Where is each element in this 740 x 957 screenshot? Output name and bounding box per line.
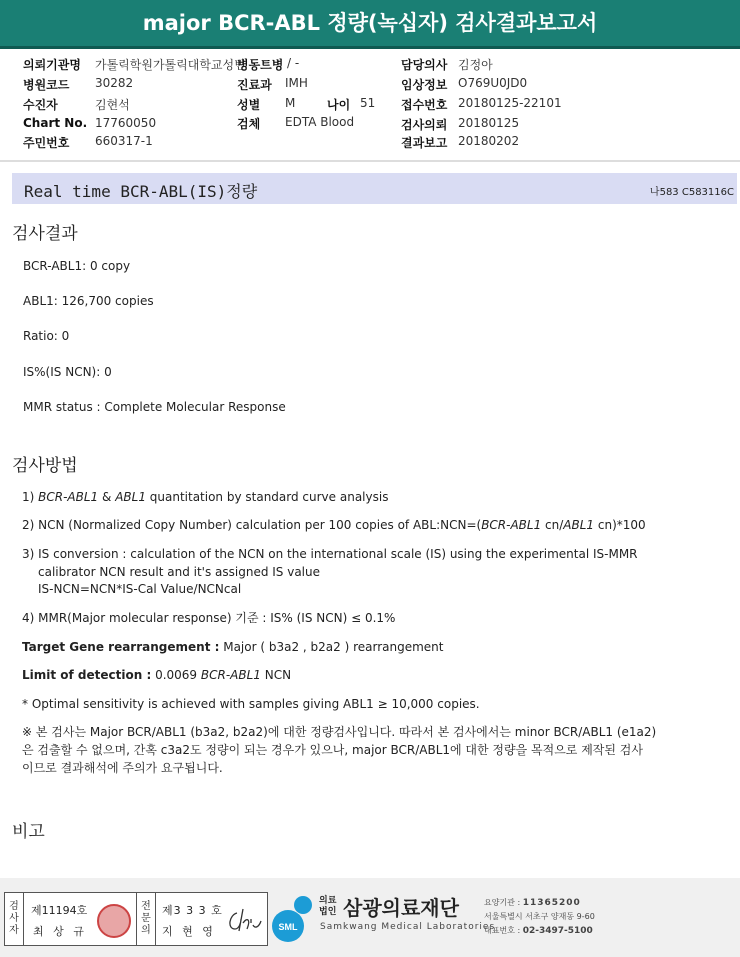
org-name: 삼광의료재단 [343, 896, 459, 920]
org-address: 서울특별시 서초구 양재동 9-60 [484, 912, 595, 921]
section-title: Real time BCR-ABL(IS)정량 [24, 182, 258, 201]
org-phone: 대표번호 : 02-3497-5100 [484, 926, 593, 936]
result-is-percent: IS%(IS NCN): 0 [23, 365, 112, 379]
svg-text:SML: SML [278, 922, 298, 932]
chart-value: 17760050 [95, 116, 157, 130]
specialist-name: 지 현 영 [162, 925, 216, 938]
result-bcr-abl1: BCR-ABL1: 0 copy [23, 259, 131, 273]
rrn-label: 주민번호 [23, 136, 70, 150]
results-heading: 검사결과 [12, 224, 78, 244]
method-item-2: 2) NCN (Normalized Copy Number) calculation per 100 copies of ABL:NCN=(BCR-ABL1 cn/ABL1 cn)*100 [22, 518, 646, 532]
accession-value: 20180125-22101 [458, 96, 562, 110]
org-code: 요양기관 : 11365200 [484, 898, 581, 908]
clinical-info-value: O769U0JD0 [458, 76, 528, 90]
specimen-label: 검체 [237, 117, 261, 131]
method-item-3-line-3: IS-NCN=NCN*IS-Cal Value/NCNcal [38, 582, 242, 596]
method-item-4: 4) MMR(Major molecular response) 기준 : IS% (IS NCN) ≤ 0.1% [22, 611, 396, 625]
hospital-code-label: 병원코드 [23, 78, 70, 92]
hospital-code-value: 30282 [95, 76, 134, 90]
ward-label: 병동트병 [237, 58, 284, 72]
ward-value: / - [287, 56, 300, 70]
tester-name: 최 상 규 [33, 925, 87, 938]
signature-box [4, 892, 268, 946]
physician-value: 김정아 [458, 58, 493, 72]
remarks-heading: 비고 [12, 822, 45, 842]
clinical-info-label: 임상정보 [401, 78, 448, 92]
dept-value: IMH [285, 76, 308, 90]
limit-of-detection: Limit of detection : 0.0069 BCR-ABL1 NCN [22, 668, 292, 682]
result-ratio: Ratio: 0 [23, 329, 70, 343]
institution-label: 의뢰기관명 [23, 58, 81, 72]
method-item-3-line-2: calibrator NCN result and it's assigned IS value [38, 565, 320, 579]
method-note-line-2: 은 검출할 수 없으며, 간혹 c3a2도 정량이 되는 경우가 있으나, major BCR/ABL1에 대한 정량을 목적으로 제작된 검사 [22, 743, 643, 757]
physician-label: 담당의사 [401, 58, 448, 72]
specimen-value: EDTA Blood [285, 115, 355, 129]
tester-label: 검 사 자 [9, 901, 19, 936]
request-value: 20180125 [458, 116, 520, 130]
rrn-value: 660317-1 [95, 134, 153, 148]
report-date-value: 20180202 [458, 134, 520, 148]
chart-label: Chart No. [23, 116, 88, 130]
patient-info-panel [0, 50, 740, 162]
institution-value: 가톨릭학원가톨릭대학교성빈 [95, 58, 246, 72]
tester-license: 제11194호 [31, 904, 88, 917]
result-mmr-status: MMR status : Complete Molecular Response [23, 400, 286, 414]
section-code: 나583 C583116C [649, 187, 734, 198]
org-type: 의료 법인 [319, 896, 337, 917]
dept-label: 진료과 [237, 78, 272, 92]
method-note-line-3: 이므로 결과해석에 주의가 요구됩니다. [22, 761, 223, 775]
method-note-line-1: ※ 본 검사는 Major BCR/ABL1 (b3a2, b2a2)에 대한 정량검사입니다. 따라서 본 검사에서는 minor BCR/ABL1 (e1a2) [22, 725, 657, 739]
method-heading: 검사방법 [12, 456, 78, 476]
specialist-label: 전 문 의 [141, 901, 151, 936]
age-label: 나이 [327, 98, 351, 112]
org-name-en: Samkwang Medical Laboratories [320, 922, 496, 932]
specialist-license: 제3 3 3 호 [162, 904, 223, 917]
official-seal [97, 904, 131, 938]
age-value: 51 [360, 96, 376, 110]
collector-value: 김현석 [95, 98, 130, 112]
method-item-1: 1) BCR-ABL1 & ABL1 quantitation by standard curve analysis [22, 490, 389, 504]
target-gene-rearrangement: Target Gene rearrangement : Major ( b3a2 , b2a2 ) rearrangement [22, 640, 444, 654]
collector-label: 수진자 [23, 98, 58, 112]
sensitivity-note: * Optimal sensitivity is achieved with samples giving ABL1 ≥ 10,000 copies. [22, 697, 480, 711]
sex-label: 성별 [237, 98, 261, 112]
result-abl1: ABL1: 126,700 copies [23, 294, 154, 308]
report-date-label: 결과보고 [401, 136, 448, 150]
signature-icon [225, 905, 263, 935]
sex-value: M [285, 96, 296, 110]
report-title: major BCR-ABL 정량(녹십자) 검사결과보고서 [0, 0, 740, 49]
accession-label: 접수번호 [401, 98, 448, 112]
sml-logo-icon [270, 893, 320, 943]
request-label: 검사의뢰 [401, 118, 448, 132]
method-item-3-line-1: 3) IS conversion : calculation of the NCN on the international scale (IS) using the experimental IS-MMR [22, 547, 638, 561]
